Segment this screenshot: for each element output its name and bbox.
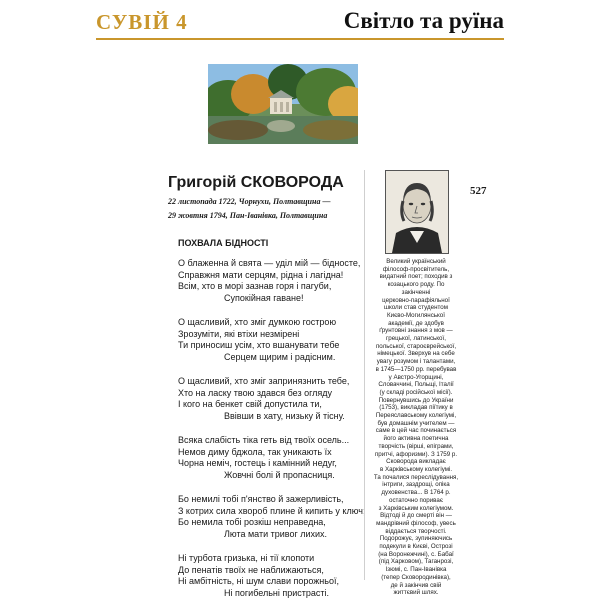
bio-line: німецької. Зверхув на себе (377, 350, 455, 358)
bio-line: духовенства... В 1764 р. (381, 489, 451, 497)
bio-line: козацького роду. По (387, 281, 445, 289)
header-divider (96, 38, 504, 40)
bio-line: у Австро-Угорщині, (388, 373, 444, 381)
stanza (178, 376, 378, 422)
bio-line: грецької, латинської, (386, 335, 446, 343)
landscape-photo (208, 64, 358, 144)
poem-line: Чорна неміч, гостець і камінний недуг, (178, 458, 337, 468)
author-portrait (385, 170, 449, 254)
bio-line: видатний поет; походив з (379, 273, 453, 281)
stanza (178, 494, 378, 540)
poem-line: Всяка слабість тіка геть від твоїх осель... (178, 435, 350, 445)
poem-line: Зрозуміти, які втіхи незмірені (178, 328, 300, 339)
stanza (178, 317, 378, 363)
bio-line: з Харківським колегіумом. (378, 504, 454, 512)
bio-line: мандрівний філософ, увесь (376, 519, 456, 527)
poem-line: Ні погибельні пристрасті. (224, 587, 330, 598)
bio-line: Подорожує, зупиняючись (379, 535, 453, 543)
bio-line: інтриги, заздрощі, опіка (382, 481, 450, 489)
bio-line: Повернувшись до України (378, 396, 454, 404)
author-dates (168, 195, 368, 223)
bio-line: школи став студентом (384, 304, 448, 312)
bio-line: його активна поетична (383, 435, 449, 443)
poem-line: Ввівши в хату, низьку й тісну. (224, 410, 345, 421)
poem-line: Серцем щирим і радісним. (224, 351, 336, 362)
poem-line: Бо немила тобі розкіш неправедна, (178, 517, 326, 527)
bio-line: життєвий шлях. (393, 589, 439, 597)
poem-line: Люта мати тривог лихих. (224, 528, 328, 539)
page-title: Світло та руїна (343, 8, 504, 33)
poem-line: Ти приносиш усім, хто вшанувати тебе (178, 340, 340, 350)
poem-title: ПОХВАЛА БІДНОСТІ (178, 238, 269, 248)
bio-line: притчі, афоризми). З 1759 р. (374, 450, 458, 458)
author-biography (373, 258, 459, 597)
column-divider (364, 170, 365, 580)
bio-line: ґрунтовні знання з мов — (379, 327, 453, 335)
bio-line: увагу розумом і талантами, (376, 358, 456, 366)
bio-line: польської, староєврейської, (375, 342, 457, 350)
birth-line: 22 листопада 1722, Чорнухи, Полтавщина — (168, 197, 331, 206)
stanza (178, 435, 378, 481)
bio-line: (1753), викладав піїтику в (379, 404, 453, 412)
bio-line: віддається творчості. (385, 527, 447, 535)
bio-line: (на Воронежчині), с. Бабаї (378, 550, 454, 558)
poem-line: О щасливий, хто зміг запринязнить тебе, (178, 376, 350, 386)
bio-line: Та почалися переслідування, (373, 473, 459, 481)
poem-line: До пенатів твоїх не наближаються, (178, 564, 324, 575)
poem-line: О блаженна й свята — уділ мій — бідносте, (178, 258, 361, 268)
bio-line: Словаччині, Польщі, Італії (378, 381, 454, 389)
bio-line: академії, де здобув (388, 319, 444, 327)
bio-line: саме в цей час починається (375, 427, 457, 435)
bio-line: (тепер Сковородинівка), (381, 573, 451, 581)
bio-line: остаточно пориває (389, 496, 443, 504)
bio-line: Сковорода викладає (386, 458, 446, 466)
bio-line: церковно-парафіяльної (382, 296, 450, 304)
bio-line: філософ-просвітитель, (382, 265, 450, 273)
page-number: 527 (470, 185, 487, 197)
poem-line: Немов диму бджола, так уникають їх (178, 446, 332, 457)
poem-line: Ні турбота гризька, ні тії клопоти (178, 553, 315, 563)
bio-line: в Харківському колегіумі. (379, 465, 453, 473)
bio-line: Великий український (386, 258, 446, 265)
bio-line: Києво-Могилянської (387, 311, 445, 319)
bio-line: Відтоді й до смерті він — (380, 512, 452, 520)
poem-line: Ні амбітність, ні шум слави порожньої, (178, 576, 339, 586)
poem-line: Супокійная гаване! (224, 292, 304, 303)
bio-line: Переяславському колегіумі, (375, 412, 457, 420)
bio-line: Ізюмі, с. Пан-Іванівка (385, 566, 447, 574)
poem-line: З котрих сила хвороб плине й кипить у ключ; (178, 505, 366, 516)
bio-line: був домашнім учителем — (377, 419, 455, 427)
poem-body (178, 258, 378, 612)
author-name: Григорій СКОВОРОДА (168, 174, 344, 191)
section-label: СУВІЙ 4 (96, 10, 188, 34)
bio-line: закінченні (401, 288, 431, 296)
poem-line: О щасливий, хто зміг думкою гострою (178, 317, 337, 327)
bio-line: подекули в Києві, Острозі (379, 543, 453, 551)
stanza (178, 553, 378, 599)
bio-line: в 1745—1750 рр. перебував (375, 365, 457, 373)
bio-line: (під Харковом), Таганрозі, (378, 558, 454, 566)
bio-line: творчість (вірші, епіграми, (378, 442, 454, 450)
poem-line: Справжня мати серцям, рідна і лагідна! (178, 269, 344, 280)
poem-line: Всім, хто в морі зазнав горя і пагуби, (178, 281, 332, 291)
death-line: 29 жовтня 1794, Пан-Іванівка, Полтавщина (168, 211, 328, 220)
poem-line: І кого на бенкет свій допустила ти, (178, 399, 322, 409)
bio-line: (у складі російської місії). (379, 388, 453, 396)
stanza (178, 258, 378, 304)
poem-line: Жовчні болі й пропасниця. (224, 469, 335, 480)
poem-line: Хто на ласку твою здався без огляду (178, 387, 333, 398)
poem-line: Бо немилі тобі п'янство й зажерливість, (178, 494, 344, 504)
bio-line: де й закінчив свій (390, 581, 442, 589)
